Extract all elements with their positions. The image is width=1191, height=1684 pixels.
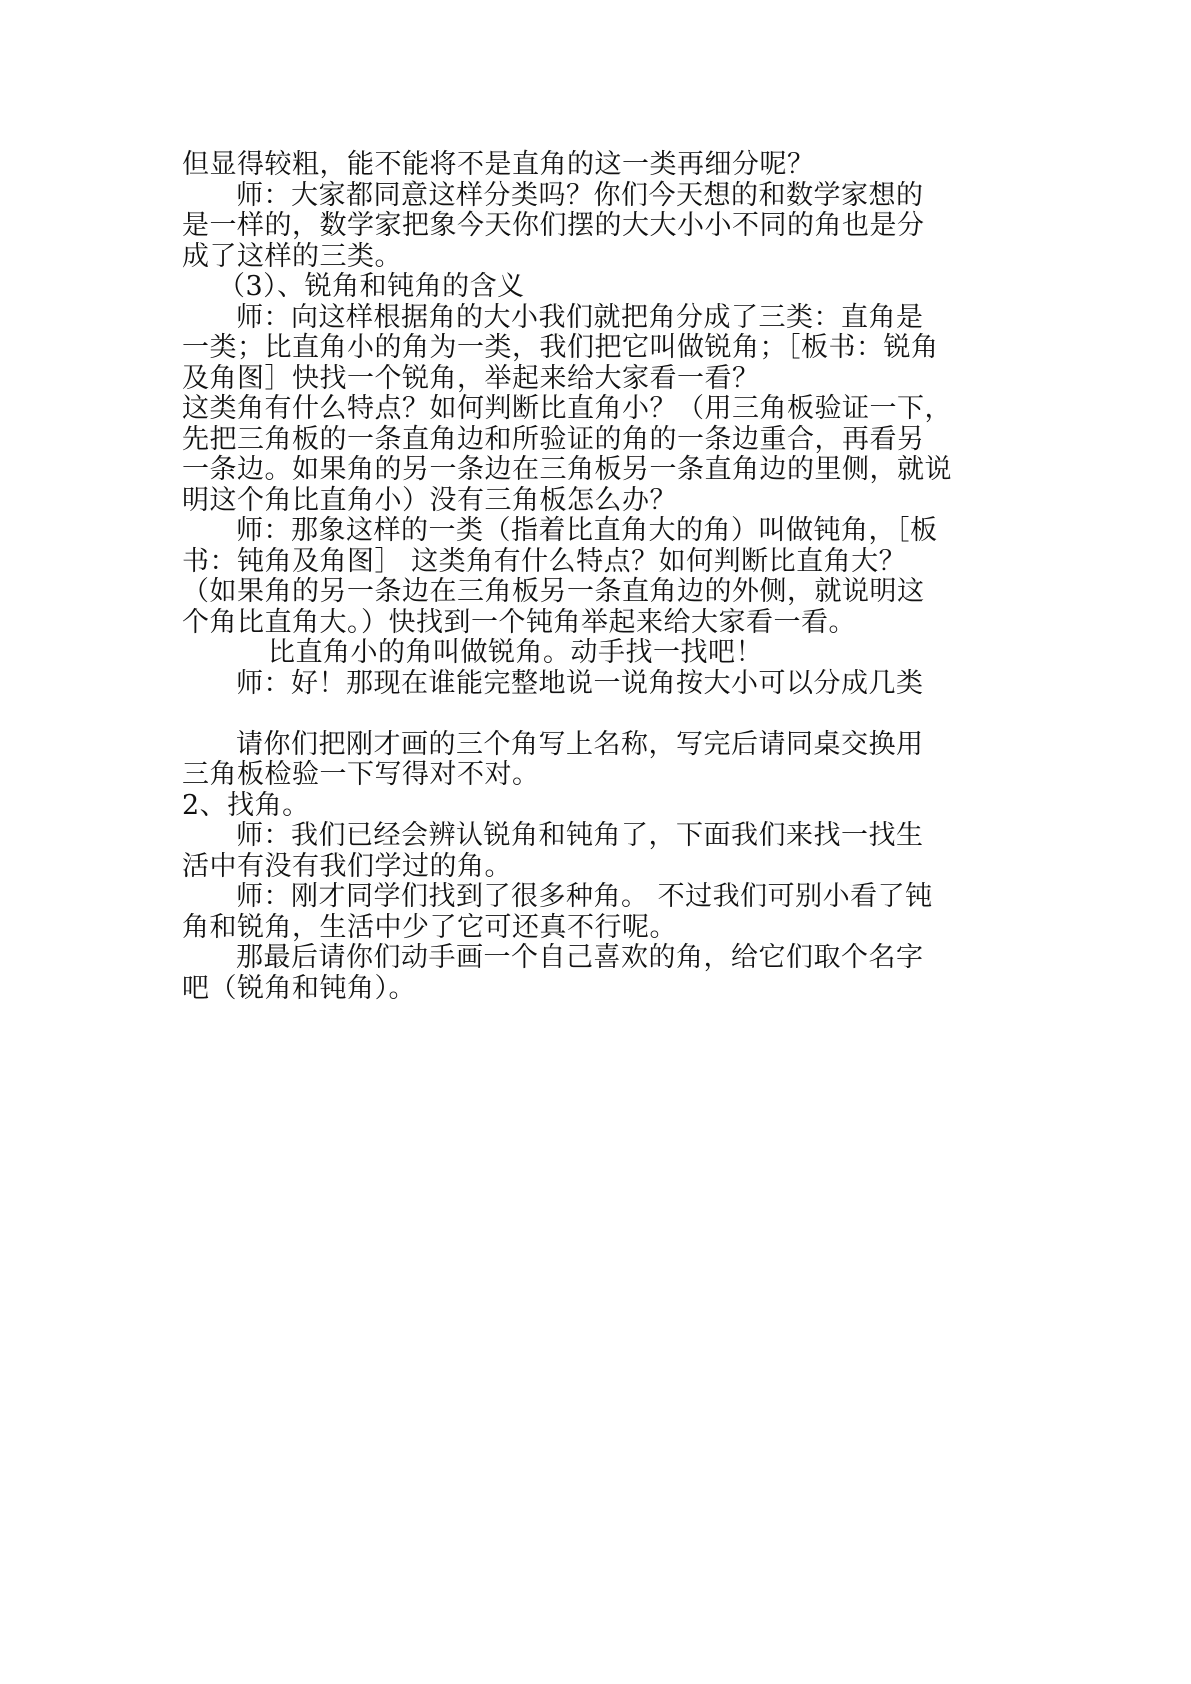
text-line: 师：大家都同意这样分类吗？你们今天想的和数学家想的: [236, 179, 924, 211]
section-heading: 2、找角。: [182, 789, 310, 821]
text-line: 成了这样的三类。: [182, 240, 402, 272]
text-line: 比直角小的角叫做锐角。动手找一找吧！: [268, 637, 763, 668]
text-line: 角和锐角，生活中少了它可还真不行呢。: [182, 911, 677, 943]
text-line: 及角图］快找一个锐角，举起来给大家看一看？: [182, 362, 760, 394]
text-line: 师：向这样根据角的大小我们就把角分成了三类：直角是: [236, 301, 924, 333]
text-line: 明这个角比直角小）没有三角板怎么办？: [182, 484, 677, 516]
text-line: 师：好！那现在谁能完整地说一说角按大小可以分成几类: [236, 667, 924, 699]
text-line: 师：那象这样的一类（指着比直角大的角）叫做钝角，［板: [236, 515, 938, 546]
text-line: 一条边。如果角的另一条边在三角板另一条直角边的里侧，就说: [182, 454, 952, 485]
text-line: 先把三角板的一条直角边和所验证的角的一条边重合，再看另: [182, 423, 925, 455]
document-body: [182, 150, 1012, 1004]
text-line: 请你们把刚才画的三个角写上名称，写完后请同桌交换用: [236, 728, 924, 760]
text-line: （如果角的另一条边在三角板另一条直角边的外侧，就说明这: [182, 576, 925, 607]
text-line: 个角比直角大。）快找到一个钝角举起来给大家看一看。: [182, 606, 856, 638]
text-line: 吧（锐角和钝角）。: [182, 972, 416, 1004]
text-line: 是一样的，数学家把象今天你们摆的大大小小不同的角也是分: [182, 210, 925, 241]
text-line: 师：我们已经会辨认锐角和钝角了，下面我们来找一找生: [236, 820, 924, 851]
text-line: 书：钝角及角图］ 这类角有什么特点？如何判断比直角大？: [182, 545, 907, 577]
text-line: 那最后请你们动手画一个自己喜欢的角，给它们取个名字: [236, 942, 924, 973]
text-line: 一类；比直角小的角为一类，我们把它叫做锐角；［板书：锐角: [182, 332, 939, 363]
text-line: 活中有没有我们学过的角。: [182, 850, 512, 882]
section-heading: （3）、锐角和钝角的含义: [218, 271, 525, 302]
text-line: 这类角有什么特点？如何判断比直角小？（用三角板验证一下，: [182, 393, 952, 424]
text-line: 师：刚才同学们找到了很多种角。 不过我们可别小看了钝: [236, 881, 933, 912]
text-line: 三角板检验一下写得对不对。: [182, 759, 540, 790]
text-line: 但显得较粗，能不能将不是直角的这一类再细分呢？: [182, 149, 815, 180]
blank-line: [182, 699, 1012, 730]
